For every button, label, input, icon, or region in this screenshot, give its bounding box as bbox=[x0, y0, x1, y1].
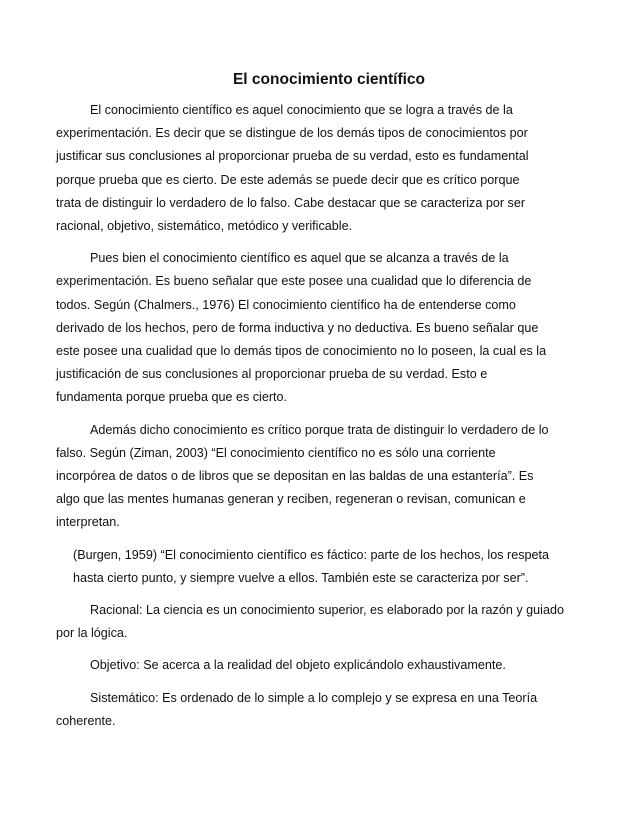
paragraph-line: hasta cierto punto, y siempre vuelve a ellos. También este se caracteriza por ser”. bbox=[73, 570, 529, 585]
paragraph-line: falso. Según (Ziman, 2003) “El conocimiento científico no es sólo una corriente bbox=[56, 445, 496, 460]
paragraph-line: incorpórea de datos o de libros que se depositan en las baldas de una estantería”. Es bbox=[56, 469, 534, 484]
paragraph-line: Pues bien el conocimiento científico es aquel que se alcanza a través de la bbox=[90, 251, 509, 266]
paragraph-4 bbox=[73, 544, 565, 590]
document-page bbox=[56, 70, 565, 742]
paragraph-line: El conocimiento científico es aquel conocimiento que se logra a través de la bbox=[90, 103, 513, 117]
paragraph-line: interpretan. bbox=[56, 515, 120, 530]
paragraph-line: coherente. bbox=[56, 713, 116, 728]
paragraph-line: experimentación. Es decir que se distingue de los demás tipos de conocimientos por bbox=[56, 126, 528, 141]
paragraph-line: Sistemático: Es ordenado de lo simple a lo complejo y se expresa en una Teoría bbox=[90, 690, 538, 705]
paragraph-line: derivado de los hechos, pero de forma inductiva y no deductiva. Es bueno señalar que bbox=[56, 320, 539, 335]
paragraph-line: algo que las mentes humanas generan y reciben, regeneran o revisan, comunican e bbox=[56, 492, 526, 507]
paragraph-line: fundamenta porque prueba que es cierto. bbox=[56, 390, 288, 405]
paragraph-3 bbox=[56, 419, 565, 535]
paragraph-line: justificar sus conclusiones al proporcionar prueba de su verdad, esto es fundamental bbox=[56, 149, 529, 164]
paragraph-5 bbox=[56, 599, 565, 645]
paragraph-line: porque prueba que es cierto. De este además se puede decir que es crítico porque bbox=[56, 172, 520, 187]
paragraph-line: Racional: La ciencia es un conocimiento superior, es elaborado por la razón y guiado bbox=[90, 603, 564, 618]
document-title: El conocimiento científico bbox=[232, 71, 426, 88]
paragraph-line: justificación de sus conclusiones al proporcionar prueba de su verdad. Esto e bbox=[56, 367, 488, 382]
paragraph-1 bbox=[56, 99, 565, 238]
paragraph-line: trata de distinguir lo verdadero de lo falso. Cabe destacar que se caracteriza por ser bbox=[56, 195, 526, 210]
paragraph-line: por la lógica. bbox=[56, 626, 128, 641]
paragraph-line: (Burgen, 1959) “El conocimiento científico es fáctico: parte de los hechos, los respeta bbox=[73, 547, 550, 562]
paragraph-line: experimentación. Es bueno señalar que este posee una cualidad que lo diferencia de bbox=[56, 274, 532, 289]
paragraph-line: Objetivo: Se acerca a la realidad del objeto explicándolo exhaustivamente. bbox=[90, 658, 506, 673]
paragraph-line: Además dicho conocimiento es crítico porque trata de distinguir lo verdadero de lo bbox=[90, 422, 549, 437]
paragraph-line: este posee una cualidad que lo demás tipos de conocimiento no lo poseen, la cual es la bbox=[56, 344, 547, 359]
paragraph-7 bbox=[56, 687, 565, 733]
paragraph-line: todos. Según (Chalmers., 1976) El conocimiento científico ha de entenderse como bbox=[56, 297, 516, 312]
paragraph-2 bbox=[56, 247, 565, 409]
paragraph-6 bbox=[73, 654, 565, 677]
paragraph-line: racional, objetivo, sistemático, metódico y verificable. bbox=[56, 219, 353, 234]
